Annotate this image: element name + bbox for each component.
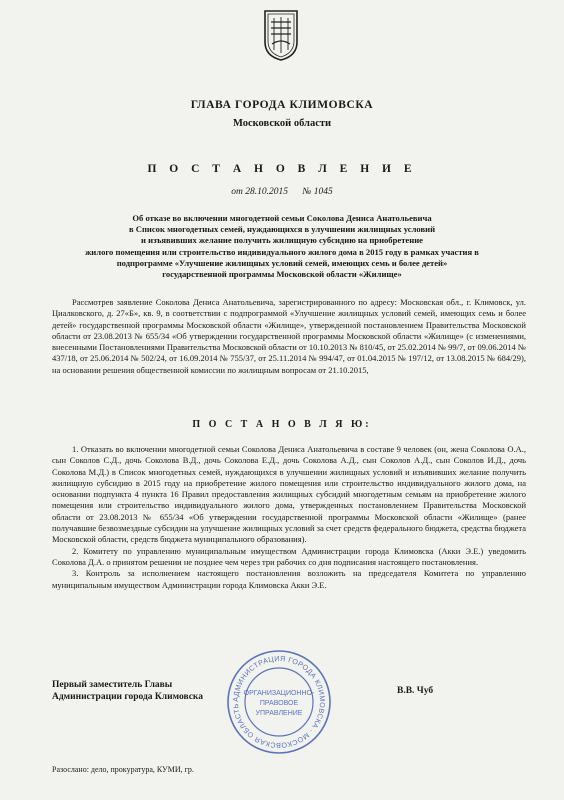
document-title: П О С Т А Н О В Л Е Н И Е [147,163,417,175]
resolution-item-2: 2. Комитету по управлению муниципальным имуществом Администрации города Климовска (Акки Э.Е.) уведомить Соколова Д.А. о принятом решении не позднее чем через три рабочих со дня подписания настоящего постановления. [52,545,526,567]
preamble-text: Рассмотрев заявление Соколова Дениса Анатольевича, зарегистрированного по адресу: Московская обл., г. Климовск, ул. Циалковского, д. 27«Б», кв. 9, в соответствии с подпрограммой «Улучшение жилищных условий семей, имеющих семь и более детей» государственной программы Московской области «Жилище», утвержденной постановлением Правительства Московской области от 23.08.2013 № 655/34 «Об утверждении государственной программы Московской области «Жилище» (с изменениями, внесенными Постановлениями Правительства Московской области от 10.10.2013 № 810/45, от 25.02.2014 № 99/7, от 09.06.2014 № 437/18, от 25.06.2014 № 502/24, от 16.09.2014 № 755/37, от 25.11.2014 № 994/47, от 01.04.2015 № 197/12, от 13.08.2015 № 684/29), на основании решения общественной комиссии по жилищным вопросам от 21.10.2015, [52,297,526,375]
resolve-heading: П О С Т А Н О В Л Я Ю: [192,419,372,430]
resolution-item-3: 3. Контроль за исполнением настоящего постановления возложить на председателя Комитета по управлению муниципальным имуществом Администрации города Климовска Акки Э.Е. [52,568,526,590]
issuer-title: ГЛАВА ГОРОДА КЛИМОВСКА [190,99,374,111]
distribution-list: Разослано: дело, прокуратура, КУМИ, гр. [52,765,194,774]
stamp-center-line1: ОРГАНИЗАЦИОННО- [243,690,315,697]
document-date: от 28.10.2015 [231,187,289,197]
document-subject [60,213,504,280]
signatory-name: В.В. Чуб [397,686,434,696]
subject-line: и изъявивших желание получить жилищную субсидию на приобретение [141,235,423,246]
signatory-position-line2: Администрации города Климовска [52,692,203,702]
resolution-item-1: 1. Отказать во включении многодетной семьи Соколова Дениса Анатольевича в составе 9 человек (он, жена Соколова О.А., сын Соколов С.Д., дочь Соколова В.Д., дочь Соколова Е.Д., дочь Соколова А.Д., сын Соколов А.Д., сын Соколов И.Д., дочь Соколова М.Д.) в Список многодетных семей, нуждающихся в улучшении жилищных условий и изъявивших желание получить жилищную субсидию в 2015 году на приобретение жилого помещения или строительство индивидуального жилого дома, на основании подпункта 4 пункта 16 Правил предоставления жилищных субсидий многодетным семьям на приобретение жилого помещения или строительство индивидуального жилого дома, утвержденных постановлением Правительства Московской области от 23.08.2013 № 655/34 «Об утверждении государственной программы Московской области «Жилище» (ранее получавшие безвозмездные субсидии на улучшение жилищных условий за счет средств федерального бюджета, средства бюджета Московской области, средств бюджета муниципального образования). [52,444,526,545]
document-date-line [0,187,564,197]
subject-line: в Список многодетных семей, нуждающихся в улучшении жилищных условий [128,224,436,235]
resolution-items [52,444,526,591]
subject-line: Об отказе во включении многодетной семьи Соколова Дениса Анатольевича [132,213,432,223]
official-stamp [225,648,333,756]
subject-line: подпрограмме «Улучшение жилищных условий семей, имеющих семь и более детей» [116,257,448,268]
document-number: № 1045 [302,187,333,197]
coat-of-arms-icon [262,8,300,62]
subject-line: государственной программы Московской области «Жилище» [162,269,402,280]
subject-line: жилого помещения или строительство индивидуального жилого дома в 2015 году в рамках участия в [85,246,479,257]
stamp-center-line3: УПРАВЛЕНИЕ [255,710,303,717]
stamp-center-line2: ПРАВОВОЕ [259,700,299,707]
preamble [52,297,526,376]
issuer-region: Московской области [232,118,332,129]
stamp-ring-text: АДМИНИСТРАЦИЯ ГОРОДА КЛИМОВСКА · МОСКОВСКАЯ ОБЛАСТЬ [230,653,328,751]
signatory-position-line1: Первый заместитель Главы [52,680,173,690]
signatory-position [52,679,203,703]
